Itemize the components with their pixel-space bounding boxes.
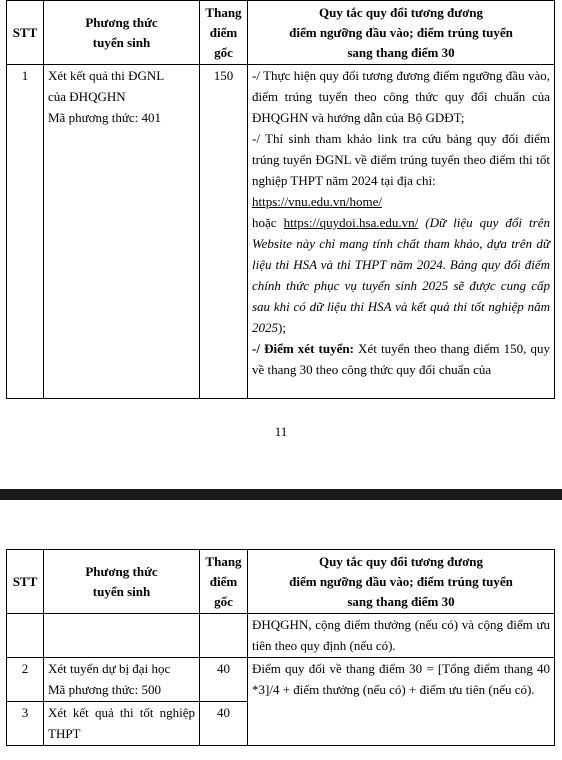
row1-scale: 150 xyxy=(200,65,248,399)
table-row xyxy=(7,658,555,702)
header-rule-line1: Quy tắc quy đổi tương đương xyxy=(318,553,483,569)
header-rule-line1: Quy tắc quy đổi tương đương xyxy=(318,4,483,20)
rule-p3-prefix: hoặc xyxy=(252,215,284,230)
page-number: 11 xyxy=(274,424,288,439)
header-method-line1: Phương thức xyxy=(85,14,158,30)
header-rule-line3: sang thang điểm 30 xyxy=(347,44,455,60)
header-scale-line3: gốc xyxy=(214,44,233,60)
header-method-line2: tuyển sinh xyxy=(92,583,151,599)
header-scale xyxy=(200,1,248,65)
header-scale-line3: gốc xyxy=(214,593,233,609)
row2-method-line1: Xét tuyển dự bị đại học xyxy=(48,661,171,676)
header-method xyxy=(44,1,200,65)
page-break-divider xyxy=(0,489,562,500)
header-rule xyxy=(248,1,555,65)
row3-method: Xét kết quả thi tốt nghiệp THPT xyxy=(44,702,200,746)
row3-stt: 3 xyxy=(7,702,44,746)
row1-method-line2: của ĐHQGHN xyxy=(48,89,126,104)
rule-p3-note: (Dữ liệu quy đổi trên Website này chỉ mang tính chất tham khảo, dựa trên dữ liệu thi HSA và thi THPT năm 2024. Bảng quy đổi điểm chính thức phục vụ tuyển sinh 2025 sẽ được cung cấp sau khi có dữ liệu thi HSA và kết quả thi tốt nghiệp năm 2025 xyxy=(252,215,550,335)
header-scale xyxy=(200,550,248,614)
rule-p4-label: -/ Điểm xét tuyển: xyxy=(252,341,354,356)
row2-3-rule: Điểm quy đổi về thang điểm 30 = [Tổng điểm thang 40 *3]/4 + điểm thưởng (nếu có) + điểm ưu tiên (nếu có). xyxy=(248,658,555,746)
header-scale-line2: điểm xyxy=(209,573,238,589)
rule-paragraph-3 xyxy=(252,212,550,338)
conversion-table-page-12 xyxy=(6,549,555,746)
header-method-line1: Phương thức xyxy=(85,563,158,579)
header-scale-line1: Thang xyxy=(205,553,242,569)
header-rule xyxy=(248,550,555,614)
row1-method-line3: Mã phương thức: 401 xyxy=(48,110,162,125)
vnu-link[interactable]: https://vnu.edu.vn/home/ xyxy=(252,194,382,209)
header-method-line2: tuyển sinh xyxy=(92,34,151,50)
row1-method-line1: Xét kết quả thi ĐGNL xyxy=(48,68,165,83)
header-stt: STT xyxy=(7,550,44,614)
header-scale-line1: Thang xyxy=(205,4,242,20)
row2-stt: 2 xyxy=(7,658,44,702)
row2-scale: 40 xyxy=(200,658,248,702)
row2-method xyxy=(44,658,200,702)
rule-paragraph-2: -/ Thí sinh tham khảo link tra cứu bảng quy đổi điểm trúng tuyển ĐGNL về điểm trúng tuyển theo điểm thi tốt nghiệp THPT năm 2024 tại địa chỉ: xyxy=(252,131,550,188)
row1-stt: 1 xyxy=(7,65,44,399)
table-row xyxy=(7,614,555,658)
row3-scale: 40 xyxy=(200,702,248,746)
rule-paragraph-1: -/ Thực hiện quy đổi tương đương điểm ngưỡng đầu vào, điểm trúng tuyển theo công thức quy đổi chuẩn của ĐHQGHN và hướng dẫn của Bộ GDĐT; xyxy=(252,68,550,125)
row1-rule xyxy=(248,65,555,399)
header-rule-line3: sang thang điểm 30 xyxy=(347,593,455,609)
header-stt: STT xyxy=(7,1,44,65)
table-header-row xyxy=(7,550,555,614)
header-scale-line2: điểm xyxy=(209,24,238,40)
table-row xyxy=(7,65,555,399)
header-rule-line2: điểm ngưỡng đầu vào; điểm trúng tuyển xyxy=(289,573,513,589)
rule-p3-end: ); xyxy=(278,320,286,335)
cont-stt xyxy=(7,614,44,658)
cont-scale xyxy=(200,614,248,658)
rule-paragraph-4 xyxy=(252,338,550,380)
rule-p4-text: Xét tuyển theo thang điểm 150, quy về thang 30 theo công thức quy đổi chuẩn của xyxy=(252,341,550,377)
header-rule-line2: điểm ngưỡng đầu vào; điểm trúng tuyển xyxy=(289,24,513,40)
row2-method-line2: Mã phương thức: 500 xyxy=(48,682,162,697)
cont-method xyxy=(44,614,200,658)
table-header-row xyxy=(7,1,555,65)
row1-method xyxy=(44,65,200,399)
cont-rule: ĐHQGHN, cộng điểm thưởng (nếu có) và cộng điểm ưu tiên theo quy định (nếu có). xyxy=(248,614,555,658)
header-method xyxy=(44,550,200,614)
conversion-table-page-11 xyxy=(6,0,555,399)
hsa-link[interactable]: https://quydoi.hsa.edu.vn/ xyxy=(283,215,419,230)
